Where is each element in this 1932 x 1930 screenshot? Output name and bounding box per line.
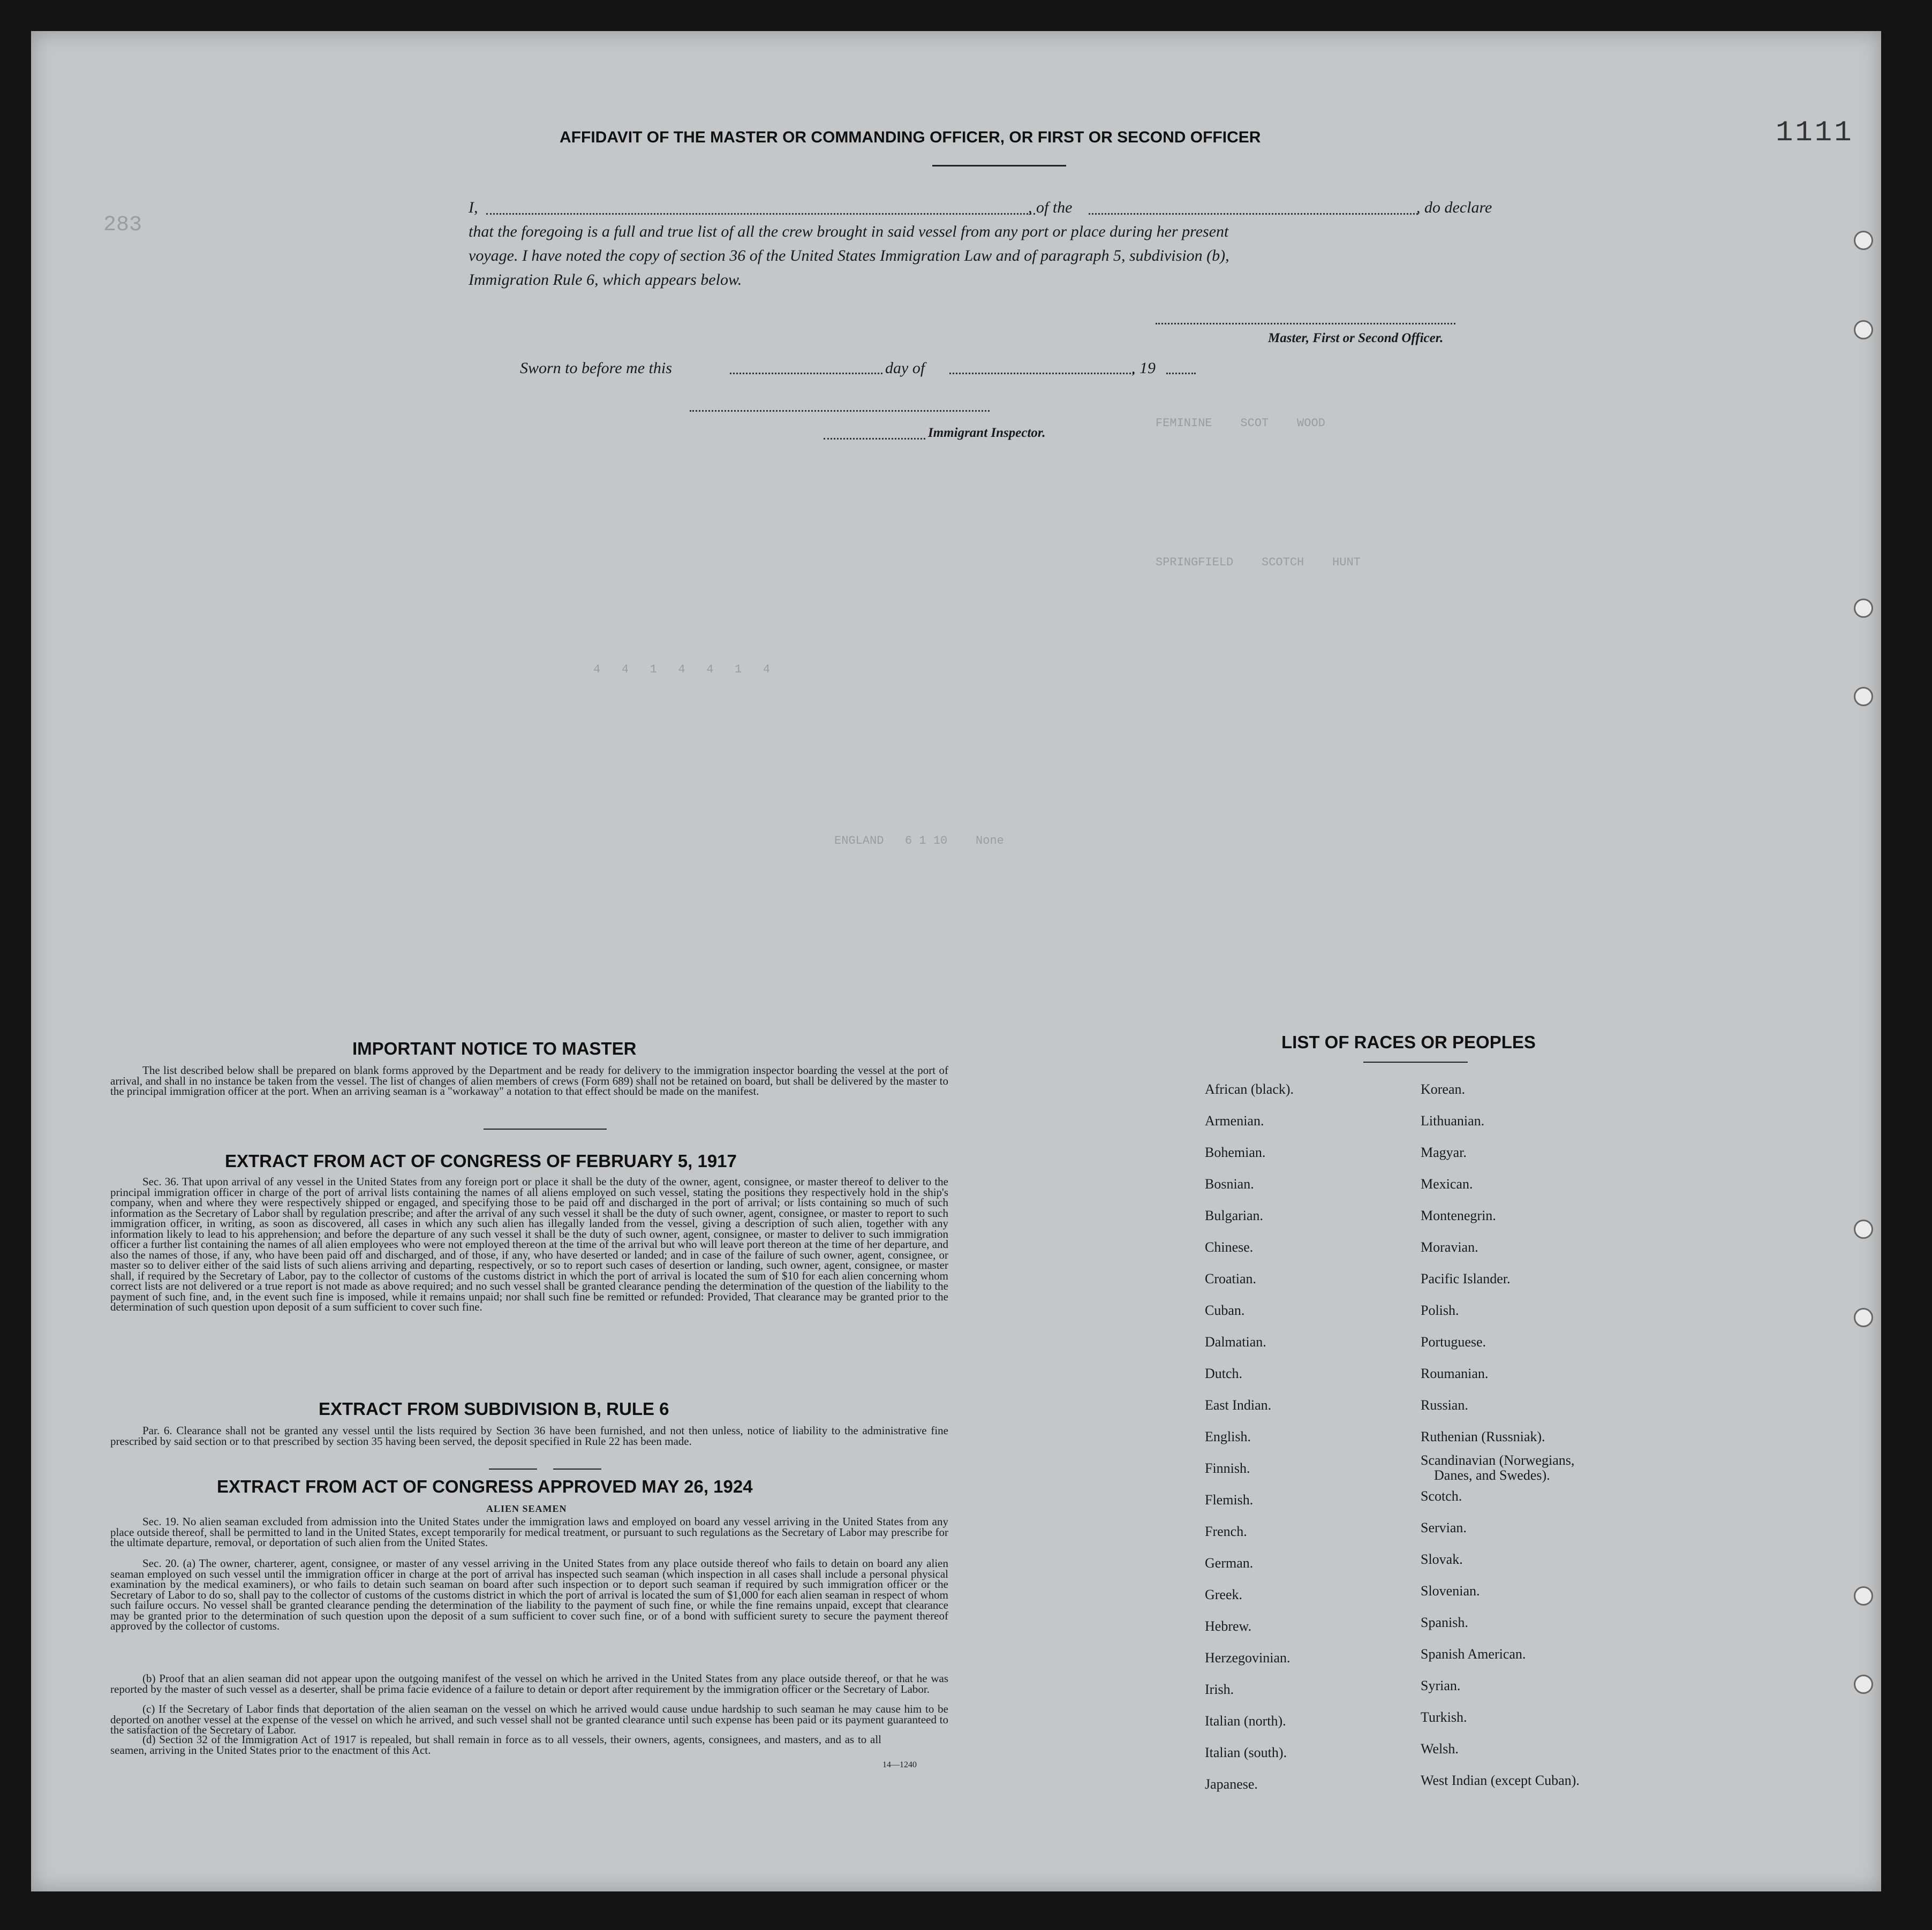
race-item: Bosnian. bbox=[1205, 1176, 1254, 1192]
binder-hole bbox=[1854, 1220, 1873, 1239]
sworn-label: Sworn to before me this bbox=[520, 359, 672, 377]
subdivision-b-title: EXTRACT FROM SUBDIVISION B, RULE 6 bbox=[319, 1399, 669, 1419]
binder-hole bbox=[1854, 231, 1873, 250]
race-item: Welsh. bbox=[1421, 1741, 1459, 1757]
race-item: Irish. bbox=[1205, 1682, 1234, 1697]
race-item: Russian. bbox=[1421, 1397, 1468, 1413]
race-item: German. bbox=[1205, 1555, 1254, 1571]
race-item: Korean. bbox=[1421, 1081, 1466, 1097]
form-number: 14—1240 bbox=[882, 1760, 917, 1769]
race-item: Moravian. bbox=[1421, 1239, 1478, 1255]
extract-1917-text: Sec. 36. That upon arrival of any vessel in the United States from any foreign port or place it shall be the duty of the owner, agent, consignee, or master thereof to deliver to the principal immigration officer in charge of the port of arrival lists containing the names of all aliens employed on such vessel, stating the positions they respectively hold in the ship's company, when and where they were respectively shipped or engaged, and specifying those to be paid off and discharged in the port of arrival; or lists containing so much of such information as the Secretary of Labor shall by regulation prescribe; and after the arrival of any such vessel it shall be the duty of such owner, agent, consignee, or master to report to such immigration officer, in writing, as soon as discovered, all cases in which any such alien has illegally landed from the vessel, giving a description of such alien, together with any information likely to lead to his apprehension; and before the departure of any such vessel it shall be the duty of such owner, agent, consignee, or master to deliver to such immigration officer a further list containing the names of all alien employees who were not employed thereon at the time of the arrival but who will leave port thereon at the time of her departure, and also the names of those, if any, who have been paid off and discharged, and of those, if any, who have deserted or landed; and in case of the failure of such owner, agent, consignee, or master so to deliver either of the said lists of such aliens arriving and departing, respectively, or so to report such cases of desertion or landing, such owner, agent, consignee, or master shall, if required by the Secretary of Labor, pay to the collector of customs of the customs district in which the port of arrival is located the sum of $10 for each alien concerning whom correct lists are not delivered or a true report is not made as above required; and no such vessel shall be granted clearance pending the determination of the question of the liability to the payment of such fine, and, in the event such fine is imposed, while it remains unpaid; nor shall such fine be remitted or refunded: Provided, That clearance may be granted prior to the determination of such question upon deposit of a sum sufficient to cover such fine. bbox=[110, 1175, 948, 1313]
race-item: Spanish American. bbox=[1421, 1646, 1526, 1662]
notice-text: The list described below shall be prepared on blank forms approved by the Department and be ready for delivery to the immigration inspector boarding the vessel at the port of arrival, and shall in no instance be taken from the vessel. The list of changes of alien members of crews (Form 689) shall not be retained on board, but shall be delivered by the master to the principal immigration officer at the port. When an arriving seaman is a "workaway" a notation to that effect should be made on the manifest. bbox=[110, 1064, 948, 1098]
sec20a-text: Sec. 20. (a) The owner, charterer, agent, consignee, or master of any vessel arriving in the United States from any place outside thereof who fails to detain on board any alien seaman employed on such vessel until the immigration officer in charge at the port of arrival has inspected such seaman (which inspection in all cases shall include a personal physical examination by the medical examiners), or who fails to detain such seaman on board after such inspection or to deport such seaman if required by such immigration officer or the Secretary of Labor to do so, shall pay to the collector of customs of the customs district in which the port of arrival is located the sum of $1,000 for each alien seaman in respect of whom such failure occurs. No vessel shall be granted clearance pending the determination of the liability to the payment of such fine, or while the fine remains unpaid, except that clearance may be granted prior to the determination of such question upon the deposit of a sum sufficient to cover such fine, or of a bond with sufficient surety to secure the payment thereof approved by the collector of customs. bbox=[110, 1557, 948, 1632]
race-item: African (black). bbox=[1205, 1081, 1294, 1097]
bleed-through-text: 4 4 1 4 4 1 4 bbox=[593, 663, 771, 676]
race-item: Italian (north). bbox=[1205, 1713, 1286, 1729]
race-item: English. bbox=[1205, 1429, 1251, 1444]
alien-seamen-subtitle: ALIEN SEAMEN bbox=[486, 1503, 567, 1514]
vessel-blank bbox=[1089, 213, 1418, 215]
race-item: Hebrew. bbox=[1205, 1618, 1252, 1634]
section-divider bbox=[484, 1129, 607, 1130]
race-item: Portuguese. bbox=[1421, 1334, 1486, 1350]
race-item: Dutch. bbox=[1205, 1366, 1243, 1381]
subdivision-b-text: Par. 6. Clearance shall not be granted any vessel until the lists required by Section 36 have been furnished, and not then unless, notice of liability to the administrative fine prescribed by said section or to that prescribed by section 35 having been served, the deposit specified in Rule 22 has been made. bbox=[110, 1424, 948, 1448]
affidavit-line2: that the foregoing is a full and true list of all the crew brought in said vessel from any port or place during her present bbox=[469, 223, 1229, 240]
inspector-label: Immigrant Inspector. bbox=[928, 426, 1046, 440]
sworn-day-blank bbox=[730, 373, 882, 374]
race-item: Slovenian. bbox=[1421, 1583, 1480, 1599]
sec19-text: Sec. 19. No alien seaman excluded from admission into the United States under the immigration laws and employed on board any vessel arriving in the United States from any place outside thereof, shall be permitted to land in the United States, except temporarily for medical treatment, or pursuant to such regulations as the Secretary of Labor may prescribe for the ultimate departure, removal, or deportation of such alien from the United States. bbox=[110, 1515, 948, 1549]
master-signature-line bbox=[1156, 323, 1455, 324]
affidavit-title: AFFIDAVIT OF THE MASTER OR COMMANDING OFFICER, OR FIRST OR SECOND OFFICER bbox=[560, 128, 1261, 146]
binder-hole bbox=[1854, 1675, 1873, 1694]
race-item: Slovak. bbox=[1421, 1551, 1463, 1567]
margin-number-left: 283 bbox=[103, 213, 142, 237]
inspector-signature-line bbox=[690, 410, 990, 412]
race-item: Greek. bbox=[1205, 1587, 1243, 1602]
bleed-through-text: ENGLAND 6 1 10 None bbox=[834, 834, 1004, 847]
affidavit-line3: voyage. I have noted the copy of section 36 of the United States Immigration Law and of paragraph 5, subdivision (b), bbox=[469, 247, 1229, 264]
race-item: Scotch. bbox=[1421, 1488, 1462, 1504]
binder-hole bbox=[1854, 1586, 1873, 1606]
race-item: Scandinavian (Norwegians, bbox=[1421, 1452, 1575, 1468]
binder-hole bbox=[1854, 320, 1873, 339]
document-sheet bbox=[31, 31, 1881, 1891]
race-item: Italian (south). bbox=[1205, 1745, 1287, 1760]
sworn-month-blank bbox=[949, 373, 1134, 374]
race-item: Bulgarian. bbox=[1205, 1208, 1264, 1223]
race-item: Chinese. bbox=[1205, 1239, 1254, 1255]
races-title-underline bbox=[1363, 1062, 1468, 1063]
affidavit-of-the: , of the bbox=[1028, 199, 1073, 216]
race-item: Syrian. bbox=[1421, 1678, 1461, 1693]
affidavit-do-declare: , do declare bbox=[1416, 199, 1492, 216]
race-item: Croatian. bbox=[1205, 1271, 1257, 1286]
race-item: Armenian. bbox=[1205, 1113, 1264, 1129]
race-item: Pacific Islander. bbox=[1421, 1271, 1511, 1286]
tally-marks: 1111 bbox=[1776, 117, 1854, 149]
sec20d-text: (d) Section 32 of the Immigration Act of 1917 is repealed, but shall remain in force as to all vessels, their owners, agents, consignees, and masters, and as to all seamen, arriving in the United States prior to the enactment of this Act. bbox=[110, 1733, 881, 1757]
title-underline bbox=[932, 165, 1066, 166]
section-divider bbox=[553, 1469, 601, 1470]
year-label: , 19 bbox=[1131, 359, 1156, 377]
name-blank bbox=[486, 213, 1035, 215]
section-divider bbox=[489, 1469, 537, 1470]
race-item: Montenegrin. bbox=[1421, 1208, 1496, 1223]
race-item: Polish. bbox=[1421, 1303, 1459, 1318]
race-item: Flemish. bbox=[1205, 1492, 1254, 1508]
sec20c-text: (c) If the Secretary of Labor finds that deportation of the alien seaman on the vessel on which he arrived would cause undue hardship to such seaman he may cause him to be deported on another vessel at the expense of the vessel on which he arrived, and such vessel shall not be granted clearance until such expense has been paid or its payment guaranteed to the satisfaction of the Secretary of Labor. bbox=[110, 1702, 948, 1736]
day-of-label: day of bbox=[885, 359, 925, 377]
race-item: Ruthenian (Russniak). bbox=[1421, 1429, 1545, 1444]
races-title: LIST OF RACES OR PEOPLES bbox=[1281, 1032, 1536, 1052]
race-item: French. bbox=[1205, 1524, 1247, 1539]
affidavit-i: I, bbox=[469, 199, 478, 216]
affidavit-line4: Immigration Rule 6, which appears below. bbox=[469, 271, 742, 289]
race-item: Herzegovinian. bbox=[1205, 1650, 1290, 1666]
extract-1917-title: EXTRACT FROM ACT OF CONGRESS OF FEBRUARY 5, 1917 bbox=[225, 1151, 737, 1171]
notice-title: IMPORTANT NOTICE TO MASTER bbox=[352, 1039, 637, 1058]
bleed-through-text: FEMININE SCOT WOOD bbox=[1156, 417, 1325, 430]
race-item: Magyar. bbox=[1421, 1145, 1467, 1160]
race-item: Spanish. bbox=[1421, 1615, 1468, 1630]
binder-hole bbox=[1854, 599, 1873, 618]
race-item: Cuban. bbox=[1205, 1303, 1245, 1318]
race-item: Lithuanian. bbox=[1421, 1113, 1485, 1129]
race-item: Turkish. bbox=[1421, 1709, 1467, 1725]
race-item: Japanese. bbox=[1205, 1776, 1258, 1792]
race-item: Finnish. bbox=[1205, 1460, 1250, 1476]
race-item: Danes, and Swedes). bbox=[1434, 1467, 1550, 1483]
race-item: Dalmatian. bbox=[1205, 1334, 1266, 1350]
master-label: Master, First or Second Officer. bbox=[1268, 331, 1444, 345]
bleed-through-text: SPRINGFIELD SCOTCH HUNT bbox=[1156, 556, 1361, 569]
binder-hole bbox=[1854, 1308, 1873, 1327]
race-item: West Indian (except Cuban). bbox=[1421, 1773, 1580, 1788]
race-item: Mexican. bbox=[1421, 1176, 1473, 1192]
race-item: Servian. bbox=[1421, 1520, 1467, 1535]
binder-hole bbox=[1854, 687, 1873, 706]
race-item: Roumanian. bbox=[1421, 1366, 1489, 1381]
sec20b-text: (b) Proof that an alien seaman did not appear upon the outgoing manifest of the vessel on which he arrived in the United States from any place outside thereof, or that he was reported by the master of such vessel as a deserter, shall be prima facie evidence of a failure to detain or deport after requirement by the immigration officer or the Secretary of Labor. bbox=[110, 1672, 948, 1696]
race-item: Bohemian. bbox=[1205, 1145, 1266, 1160]
inspector-label-lead bbox=[824, 438, 925, 440]
race-item: East Indian. bbox=[1205, 1397, 1272, 1413]
extract-1924-title: EXTRACT FROM ACT OF CONGRESS APPROVED MAY 26, 1924 bbox=[217, 1477, 753, 1496]
sworn-year-blank bbox=[1166, 373, 1196, 374]
